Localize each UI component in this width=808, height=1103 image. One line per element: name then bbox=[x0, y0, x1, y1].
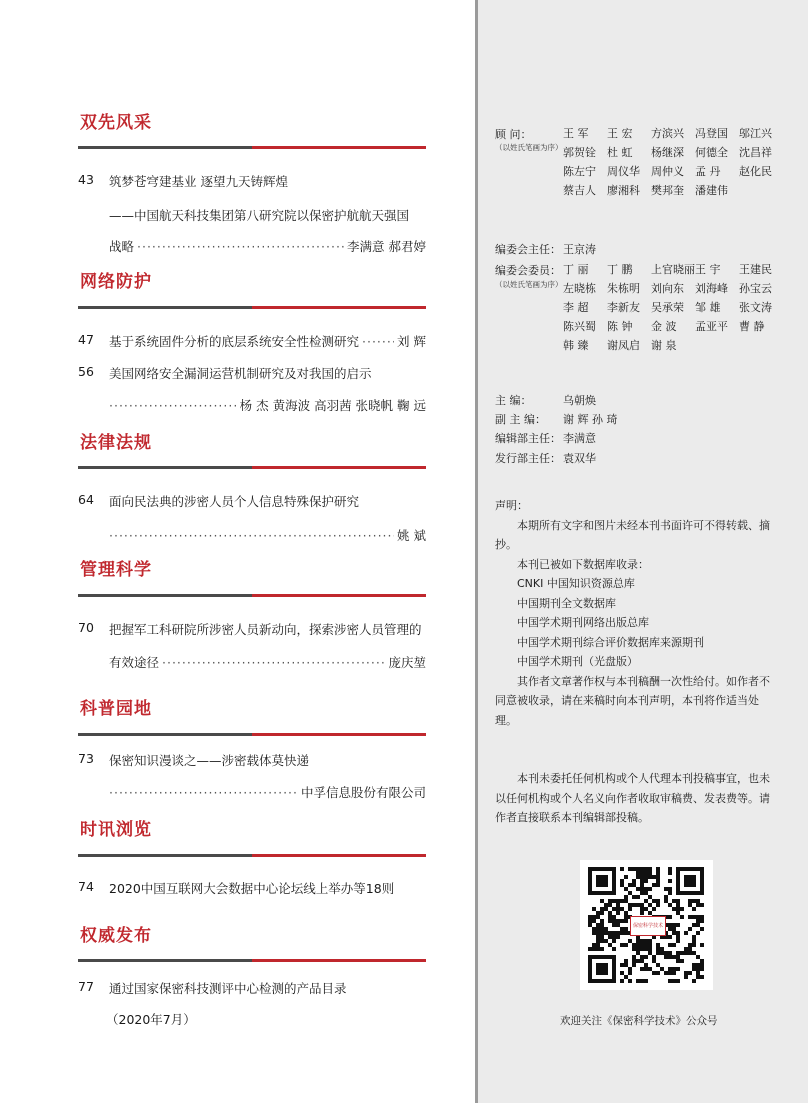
qr-code[interactable] bbox=[580, 860, 713, 990]
person-name: 方滨兴 bbox=[651, 127, 684, 140]
person-name: 郭贺铨 bbox=[563, 146, 596, 159]
database-item: 中国学术期刊（光盘版） bbox=[517, 655, 638, 668]
section-title: 时讯浏览 bbox=[80, 820, 152, 840]
section-title: 双先风采 bbox=[80, 113, 152, 133]
person-name: 孟 丹 bbox=[695, 165, 721, 178]
advisors-label: 顾 问： bbox=[495, 128, 532, 141]
database-item: 中国学术期刊网络出版总库 bbox=[517, 616, 649, 629]
person-name: 朱栋明 bbox=[607, 282, 640, 295]
page-number: 74 bbox=[78, 879, 94, 894]
chief-name: 乌朝焕 bbox=[563, 394, 596, 407]
person-name: 周仲义 bbox=[651, 165, 684, 178]
person-name: 丁 丽 bbox=[563, 263, 589, 276]
page-number: 73 bbox=[78, 751, 94, 766]
page-number: 47 bbox=[78, 332, 94, 347]
article-authors: 刘 辉 bbox=[397, 334, 426, 349]
person-name: 左晓栋 bbox=[563, 282, 596, 295]
statement-p3: 其作者文章著作权与本刊稿酬一次性给付。如作者不同意被收录，请在来稿时向本刊声明，本刊将作适当处理。 bbox=[495, 674, 770, 727]
editorial-name: 李满意 bbox=[563, 432, 596, 445]
section-rule bbox=[78, 733, 426, 736]
qr-center-logo: 保密科学技术 bbox=[630, 916, 666, 936]
chief-label: 主 编： bbox=[495, 394, 532, 407]
leader-dots bbox=[162, 655, 385, 670]
page-number: 43 bbox=[78, 172, 94, 187]
article-title-cont: 有效途径 bbox=[109, 655, 160, 670]
members-list bbox=[563, 260, 783, 355]
statement-p4-text: 本刊未委托任何机构或个人代理本刊投稿事宜，也未以任何机构或个人名义向作者收取审稿费、发表费等。请作者直接联系本刊编辑部投稿。 bbox=[495, 772, 770, 824]
person-name: 陈兴蜀 bbox=[563, 320, 596, 333]
article-title: 基于系统固件分析的底层系统安全性检测研究 bbox=[109, 334, 360, 349]
person-name: 上官晓丽 bbox=[651, 263, 695, 276]
article-title[interactable]: 2020中国互联网大会数据中心论坛线上举办等18则 bbox=[109, 881, 395, 896]
person-name: 孟亚平 bbox=[695, 320, 728, 333]
director-label: 编委会主任： bbox=[495, 243, 561, 256]
article-authors: 李满意 郝君婷 bbox=[347, 239, 426, 254]
statement-p2: 本刊已被如下数据库收录： bbox=[517, 557, 649, 571]
section-rule bbox=[78, 306, 426, 309]
person-name: 沈昌祥 bbox=[739, 146, 772, 159]
distribution-name: 袁双华 bbox=[563, 452, 596, 465]
article-title-cont: 战略 bbox=[109, 239, 135, 254]
person-name: 金 波 bbox=[651, 320, 677, 333]
person-name: 吴承荣 bbox=[651, 301, 684, 314]
person-name: 邬江兴 bbox=[739, 127, 772, 140]
section-rule bbox=[78, 854, 426, 857]
page-number: 56 bbox=[78, 364, 94, 379]
article-title[interactable]: 保密知识漫谈之——涉密载体莫快递 bbox=[109, 753, 310, 768]
toc-entry-line bbox=[109, 396, 426, 414]
page-number: 70 bbox=[78, 620, 94, 635]
section-title: 法律法规 bbox=[80, 433, 152, 453]
person-name: 谢凤启 bbox=[607, 339, 640, 352]
order-note: （以姓氏笔画为序） bbox=[495, 143, 563, 152]
article-subtitle: ——中国航天科技集团第八研究院以保密护航航天强国 bbox=[109, 208, 410, 223]
page-number: 77 bbox=[78, 979, 94, 994]
person-name: 赵化民 bbox=[739, 165, 772, 178]
section-rule bbox=[78, 146, 426, 149]
person-name: 杨继深 bbox=[651, 146, 684, 159]
article-title-cont: （2020年7月） bbox=[106, 1012, 196, 1027]
database-item: 中国期刊全文数据库 bbox=[517, 596, 616, 610]
section-title: 科普园地 bbox=[80, 699, 152, 719]
column-divider bbox=[475, 0, 478, 1103]
person-name: 曹 静 bbox=[739, 320, 765, 333]
statement-p4 bbox=[495, 769, 775, 828]
deputy-label: 副 主 编： bbox=[495, 413, 546, 426]
members-label: 编委会委员： bbox=[495, 264, 561, 277]
person-name: 潘建伟 bbox=[695, 184, 728, 197]
toc-entry-line[interactable] bbox=[109, 237, 426, 255]
person-name: 廖湘科 bbox=[607, 184, 640, 197]
article-authors: 姚 斌 bbox=[397, 528, 426, 543]
deputy-names: 谢 辉 孙 琦 bbox=[563, 413, 618, 426]
order-note: （以姓氏笔画为序） bbox=[495, 280, 563, 289]
toc-entry-line[interactable] bbox=[109, 332, 426, 350]
database-item: CNKI 中国知识资源总库 bbox=[517, 577, 635, 590]
person-name: 蔡吉人 bbox=[563, 184, 596, 197]
section-title: 管理科学 bbox=[80, 560, 152, 580]
director-name: 王京涛 bbox=[563, 243, 596, 256]
section-rule bbox=[78, 594, 426, 597]
advisors-list bbox=[563, 124, 783, 200]
person-name: 张文涛 bbox=[739, 301, 772, 314]
person-name: 王建民 bbox=[739, 263, 772, 276]
toc-entry-line bbox=[109, 783, 426, 801]
person-name: 李新友 bbox=[607, 301, 640, 314]
person-name: 孙宝云 bbox=[739, 282, 772, 295]
article-title[interactable]: 美国网络安全漏洞运营机制研究及对我国的启示 bbox=[109, 366, 372, 381]
statement bbox=[495, 496, 775, 730]
person-name: 陈 钟 bbox=[607, 320, 633, 333]
toc-entry-line bbox=[109, 653, 426, 671]
section-title: 网络防护 bbox=[80, 272, 152, 292]
toc-entry-line bbox=[109, 526, 426, 544]
article-authors: 杨 杰 黄海波 高羽茜 张晓帆 鞠 远 bbox=[239, 398, 426, 413]
person-name: 冯登国 bbox=[695, 127, 728, 140]
person-name: 樊邦奎 bbox=[651, 184, 684, 197]
person-name: 刘海峰 bbox=[695, 282, 728, 295]
leader-dots bbox=[109, 398, 237, 413]
person-name: 李 超 bbox=[563, 301, 589, 314]
article-title[interactable]: 面向民法典的涉密人员个人信息特殊保护研究 bbox=[109, 494, 360, 509]
section-rule bbox=[78, 959, 426, 962]
statement-heading: 声明： bbox=[495, 499, 528, 512]
article-title[interactable]: 把握军工科研院所涉密人员新动向，探索涉密人员管理的 bbox=[109, 622, 422, 637]
person-name: 韩 臻 bbox=[563, 339, 589, 352]
person-name: 陈左宁 bbox=[563, 165, 596, 178]
person-name: 王 军 bbox=[563, 127, 589, 140]
article-authors: 庞庆堃 bbox=[388, 655, 426, 670]
article-title[interactable]: 通过国家保密科技测评中心检测的产品目录 bbox=[109, 981, 347, 996]
leader-dots bbox=[362, 334, 394, 349]
person-name: 杜 虹 bbox=[607, 146, 633, 159]
person-name: 周仪华 bbox=[607, 165, 640, 178]
person-name: 丁 鹏 bbox=[607, 263, 633, 276]
leader-dots bbox=[109, 785, 298, 800]
qr-caption: 欢迎关注《保密科学技术》公众号 bbox=[560, 1015, 718, 1027]
section-title: 权威发布 bbox=[80, 926, 152, 946]
article-authors: 中孚信息股份有限公司 bbox=[300, 785, 426, 800]
statement-p1: 本期所有文字和图片未经本刊书面许可不得转载、摘抄。 bbox=[495, 518, 770, 551]
person-name: 刘向东 bbox=[651, 282, 684, 295]
leader-dots bbox=[109, 528, 394, 543]
distribution-label: 发行部主任： bbox=[495, 452, 561, 465]
page-number: 64 bbox=[78, 492, 94, 507]
article-title[interactable]: 筑梦苍穹建基业 逐望九天铸辉煌 bbox=[109, 174, 288, 189]
database-item: 中国学术期刊综合评价数据库来源期刊 bbox=[517, 635, 704, 649]
person-name: 何德全 bbox=[695, 146, 728, 159]
person-name: 谢 泉 bbox=[651, 339, 677, 352]
leader-dots bbox=[137, 239, 344, 254]
section-rule bbox=[78, 466, 426, 469]
person-name: 邹 雄 bbox=[695, 301, 721, 314]
person-name: 王 宏 bbox=[607, 127, 633, 140]
person-name: 王 宇 bbox=[695, 263, 721, 276]
editorial-label: 编辑部主任： bbox=[495, 432, 561, 445]
